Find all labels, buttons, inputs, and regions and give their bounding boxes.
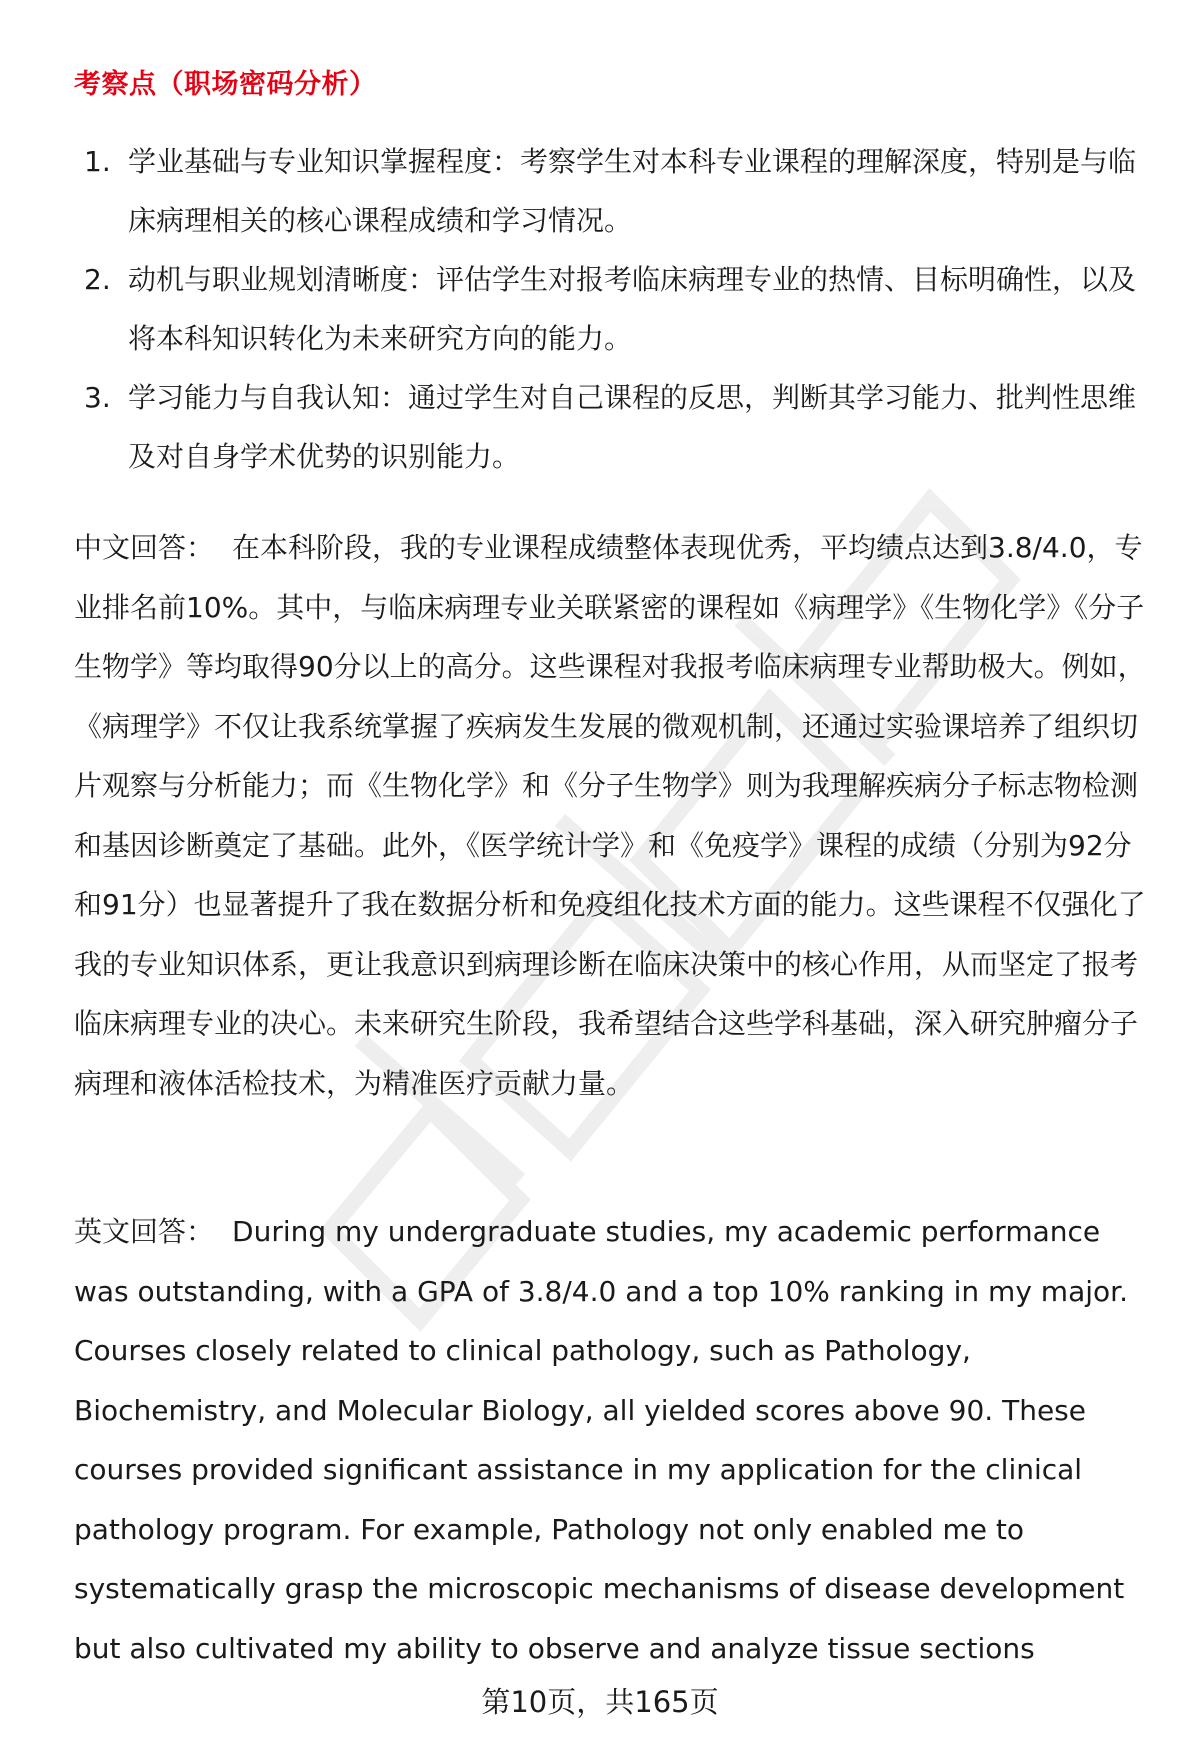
point-text: 学习能力与自我认知：通过学生对自己课程的反思，判断其学习能力、批判性思维及对自身学术优势的识别能力。 — [128, 381, 1137, 473]
section-title: 考察点（职场密码分析） — [74, 69, 377, 100]
point-text: 动机与职业规划清晰度：评估学生对报考临床病理专业的热情、目标明确性，以及将本科知识转化为未来研究方向的能力。 — [128, 263, 1137, 355]
assessment-point — [84, 250, 1154, 368]
chinese-answer-label: 中文回答： — [74, 531, 215, 564]
english-answer-text: During my undergraduate studies, my academic performance was outstanding, with a GPA of 3.8/4.0 and a top 10% ranking in my major. Courses closely related to clinical pathology, such as Pathology, Biochemistry, and Molecular Biology, all yielded scores above 90. These courses provided significant assistance in my application for the clinical pathology program. For example, Pathology not only enabled me to systematically grasp the microscopic mechanisms of disease development but also cultivated my ability to observe and analyze tissue sections — [74, 1215, 1128, 1665]
chinese-answer-text: 在本科阶段，我的专业课程成绩整体表现优秀，平均绩点达到3.8/4.0，专业排名前10%。其中，与临床病理专业关联紧密的课程如《病理学》《生物化学》《分子生物学》等均取得90分以上的高分。这些课程对我报考临床病理专业帮助极大。例如，《病理学》不仅让我系统掌握了疾病发生发展的微观机制，还通过实验课培养了组织切片观察与分析能力；而《生物化学》和《分子生物学》则为我理解疾病分子标志物检测和基因诊断奠定了基础。此外，《医学统计学》和《免疫学》课程的成绩（分别为92分和91分）也显著提升了我在数据分析和免疫组化技术方面的能力。这些课程不仅强化了我的专业知识体系，更让我意识到病理诊断在临床决策中的核心作用，从而坚定了报考临床病理专业的决心。未来研究生阶段，我希望结合这些学科基础，深入研究肿瘤分子病理和液体活检技术，为精准医疗贡献力量。 — [74, 531, 1146, 1100]
assessment-point — [84, 368, 1154, 486]
english-answer-paragraph — [74, 1202, 1159, 1678]
point-number: 2. — [84, 263, 111, 296]
page-number-footer: 第10页，共165页 — [481, 1685, 719, 1719]
english-answer-label: 英文回答： — [74, 1215, 215, 1248]
point-text: 学业基础与专业知识掌握程度：考察学生对本科专业课程的理解深度，特别是与临床病理相关的核心课程成绩和学习情况。 — [128, 145, 1137, 237]
chinese-answer-paragraph — [74, 518, 1159, 1113]
assessment-points-list — [84, 132, 1154, 486]
assessment-point — [84, 132, 1154, 250]
point-number: 3. — [84, 381, 111, 414]
point-number: 1. — [84, 145, 111, 178]
